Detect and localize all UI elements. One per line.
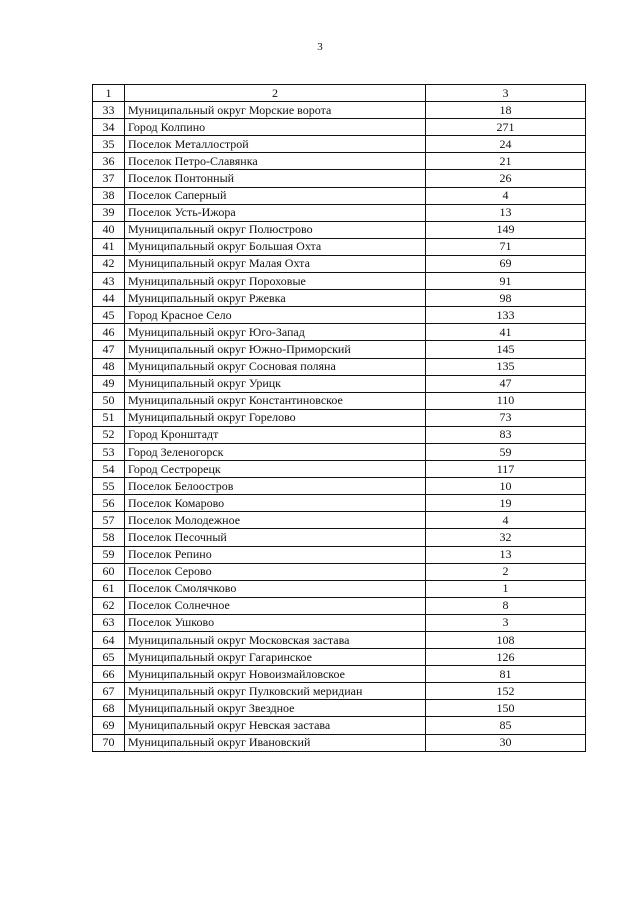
district-name: Город Колпино xyxy=(125,119,426,136)
row-number: 38 xyxy=(93,187,125,204)
table-row xyxy=(93,409,586,426)
row-value: 4 xyxy=(426,512,586,529)
district-name: Муниципальный округ Невская застава xyxy=(125,717,426,734)
row-number: 58 xyxy=(93,529,125,546)
row-number: 35 xyxy=(93,136,125,153)
table-row xyxy=(93,204,586,221)
district-name: Поселок Солнечное xyxy=(125,597,426,614)
row-value: 271 xyxy=(426,119,586,136)
row-value: 24 xyxy=(426,136,586,153)
row-number: 39 xyxy=(93,204,125,221)
table-row xyxy=(93,700,586,717)
row-number: 65 xyxy=(93,649,125,666)
table-row xyxy=(93,273,586,290)
row-value: 71 xyxy=(426,238,586,255)
data-table xyxy=(92,84,586,752)
row-number: 56 xyxy=(93,495,125,512)
row-value: 110 xyxy=(426,392,586,409)
row-number: 57 xyxy=(93,512,125,529)
district-name: Муниципальный округ Южно-Приморский xyxy=(125,341,426,358)
row-number: 51 xyxy=(93,409,125,426)
row-number: 47 xyxy=(93,341,125,358)
table-row xyxy=(93,187,586,204)
row-number: 52 xyxy=(93,426,125,443)
row-value: 73 xyxy=(426,409,586,426)
row-number: 66 xyxy=(93,666,125,683)
row-value: 13 xyxy=(426,546,586,563)
district-name: Поселок Песочный xyxy=(125,529,426,546)
district-name: Муниципальный округ Ржевка xyxy=(125,290,426,307)
table-row xyxy=(93,426,586,443)
table-row xyxy=(93,102,586,119)
district-name: Муниципальный округ Морские ворота xyxy=(125,102,426,119)
table-row xyxy=(93,238,586,255)
district-name: Поселок Комарово xyxy=(125,495,426,512)
row-value: 1 xyxy=(426,580,586,597)
district-name: Муниципальный округ Ивановский xyxy=(125,734,426,751)
table-row xyxy=(93,734,586,751)
district-name: Поселок Ушково xyxy=(125,614,426,631)
row-number: 54 xyxy=(93,461,125,478)
table-row xyxy=(93,478,586,495)
row-value: 152 xyxy=(426,683,586,700)
district-name: Муниципальный округ Константиновское xyxy=(125,392,426,409)
row-value: 133 xyxy=(426,307,586,324)
row-value: 149 xyxy=(426,221,586,238)
table-row xyxy=(93,683,586,700)
table-header xyxy=(93,85,586,102)
header-row xyxy=(93,85,586,102)
row-number: 48 xyxy=(93,358,125,375)
district-name: Муниципальный округ Полюстрово xyxy=(125,221,426,238)
table-row xyxy=(93,255,586,272)
table-row xyxy=(93,290,586,307)
row-number: 68 xyxy=(93,700,125,717)
table-row xyxy=(93,580,586,597)
table-row xyxy=(93,341,586,358)
row-value: 13 xyxy=(426,204,586,221)
row-number: 59 xyxy=(93,546,125,563)
row-number: 62 xyxy=(93,597,125,614)
row-value: 30 xyxy=(426,734,586,751)
district-name: Город Сестрорецк xyxy=(125,461,426,478)
district-name: Муниципальный округ Малая Охта xyxy=(125,255,426,272)
row-value: 4 xyxy=(426,187,586,204)
row-number: 34 xyxy=(93,119,125,136)
row-value: 135 xyxy=(426,358,586,375)
district-name: Муниципальный округ Юго-Запад xyxy=(125,324,426,341)
district-name: Муниципальный округ Сосновая поляна xyxy=(125,358,426,375)
table-row xyxy=(93,597,586,614)
row-number: 45 xyxy=(93,307,125,324)
district-name: Поселок Понтонный xyxy=(125,170,426,187)
row-value: 145 xyxy=(426,341,586,358)
row-value: 91 xyxy=(426,273,586,290)
row-value: 85 xyxy=(426,717,586,734)
row-value: 81 xyxy=(426,666,586,683)
district-name: Муниципальный округ Новоизмайловское xyxy=(125,666,426,683)
row-number: 63 xyxy=(93,614,125,631)
row-number: 44 xyxy=(93,290,125,307)
table-row xyxy=(93,614,586,631)
row-number: 64 xyxy=(93,632,125,649)
row-value: 21 xyxy=(426,153,586,170)
row-number: 33 xyxy=(93,102,125,119)
row-value: 126 xyxy=(426,649,586,666)
district-name: Муниципальный округ Пулковский меридиан xyxy=(125,683,426,700)
table-row xyxy=(93,563,586,580)
district-name: Поселок Металлострой xyxy=(125,136,426,153)
row-value: 8 xyxy=(426,597,586,614)
row-value: 150 xyxy=(426,700,586,717)
table-row xyxy=(93,717,586,734)
table-row xyxy=(93,649,586,666)
district-name: Поселок Усть-Ижора xyxy=(125,204,426,221)
row-value: 26 xyxy=(426,170,586,187)
row-number: 43 xyxy=(93,273,125,290)
table-row xyxy=(93,170,586,187)
table-row xyxy=(93,136,586,153)
row-value: 2 xyxy=(426,563,586,580)
district-name: Муниципальный округ Звездное xyxy=(125,700,426,717)
table-row xyxy=(93,546,586,563)
table-row xyxy=(93,666,586,683)
district-name: Поселок Белоостров xyxy=(125,478,426,495)
district-name: Муниципальный округ Большая Охта xyxy=(125,238,426,255)
district-name: Муниципальный округ Урицк xyxy=(125,375,426,392)
district-name: Муниципальный округ Московская застава xyxy=(125,632,426,649)
row-number: 61 xyxy=(93,580,125,597)
district-name: Поселок Репино xyxy=(125,546,426,563)
row-value: 83 xyxy=(426,426,586,443)
row-value: 47 xyxy=(426,375,586,392)
table-row xyxy=(93,119,586,136)
row-number: 42 xyxy=(93,255,125,272)
table-row xyxy=(93,221,586,238)
row-value: 10 xyxy=(426,478,586,495)
district-name: Поселок Молодежное xyxy=(125,512,426,529)
district-name: Город Зеленогорск xyxy=(125,443,426,460)
row-value: 108 xyxy=(426,632,586,649)
table-row xyxy=(93,324,586,341)
district-name: Поселок Серово xyxy=(125,563,426,580)
district-name: Поселок Саперный xyxy=(125,187,426,204)
row-value: 117 xyxy=(426,461,586,478)
table-body xyxy=(93,102,586,752)
page-number: 3 xyxy=(317,41,323,53)
table-row xyxy=(93,461,586,478)
table-row xyxy=(93,529,586,546)
row-number: 46 xyxy=(93,324,125,341)
column-header-2: 2 xyxy=(125,85,426,102)
row-number: 37 xyxy=(93,170,125,187)
row-number: 40 xyxy=(93,221,125,238)
row-number: 49 xyxy=(93,375,125,392)
row-number: 36 xyxy=(93,153,125,170)
row-value: 32 xyxy=(426,529,586,546)
district-name: Муниципальный округ Пороховые xyxy=(125,273,426,290)
table-row xyxy=(93,307,586,324)
row-value: 59 xyxy=(426,443,586,460)
row-number: 69 xyxy=(93,717,125,734)
district-name: Город Красное Село xyxy=(125,307,426,324)
district-name: Город Кронштадт xyxy=(125,426,426,443)
row-value: 3 xyxy=(426,614,586,631)
table-row xyxy=(93,632,586,649)
row-number: 67 xyxy=(93,683,125,700)
row-value: 69 xyxy=(426,255,586,272)
table-row xyxy=(93,443,586,460)
table-row xyxy=(93,375,586,392)
table-row xyxy=(93,495,586,512)
row-number: 60 xyxy=(93,563,125,580)
table-row xyxy=(93,392,586,409)
row-number: 55 xyxy=(93,478,125,495)
row-value: 19 xyxy=(426,495,586,512)
district-name: Поселок Смолячково xyxy=(125,580,426,597)
row-number: 50 xyxy=(93,392,125,409)
column-header-1: 1 xyxy=(93,85,125,102)
table-row xyxy=(93,358,586,375)
row-value: 98 xyxy=(426,290,586,307)
table-row xyxy=(93,153,586,170)
row-value: 41 xyxy=(426,324,586,341)
district-name: Муниципальный округ Гагаринское xyxy=(125,649,426,666)
row-number: 41 xyxy=(93,238,125,255)
district-name: Муниципальный округ Горелово xyxy=(125,409,426,426)
district-name: Поселок Петро-Славянка xyxy=(125,153,426,170)
row-value: 18 xyxy=(426,102,586,119)
column-header-3: 3 xyxy=(426,85,586,102)
row-number: 53 xyxy=(93,443,125,460)
table-row xyxy=(93,512,586,529)
row-number: 70 xyxy=(93,734,125,751)
